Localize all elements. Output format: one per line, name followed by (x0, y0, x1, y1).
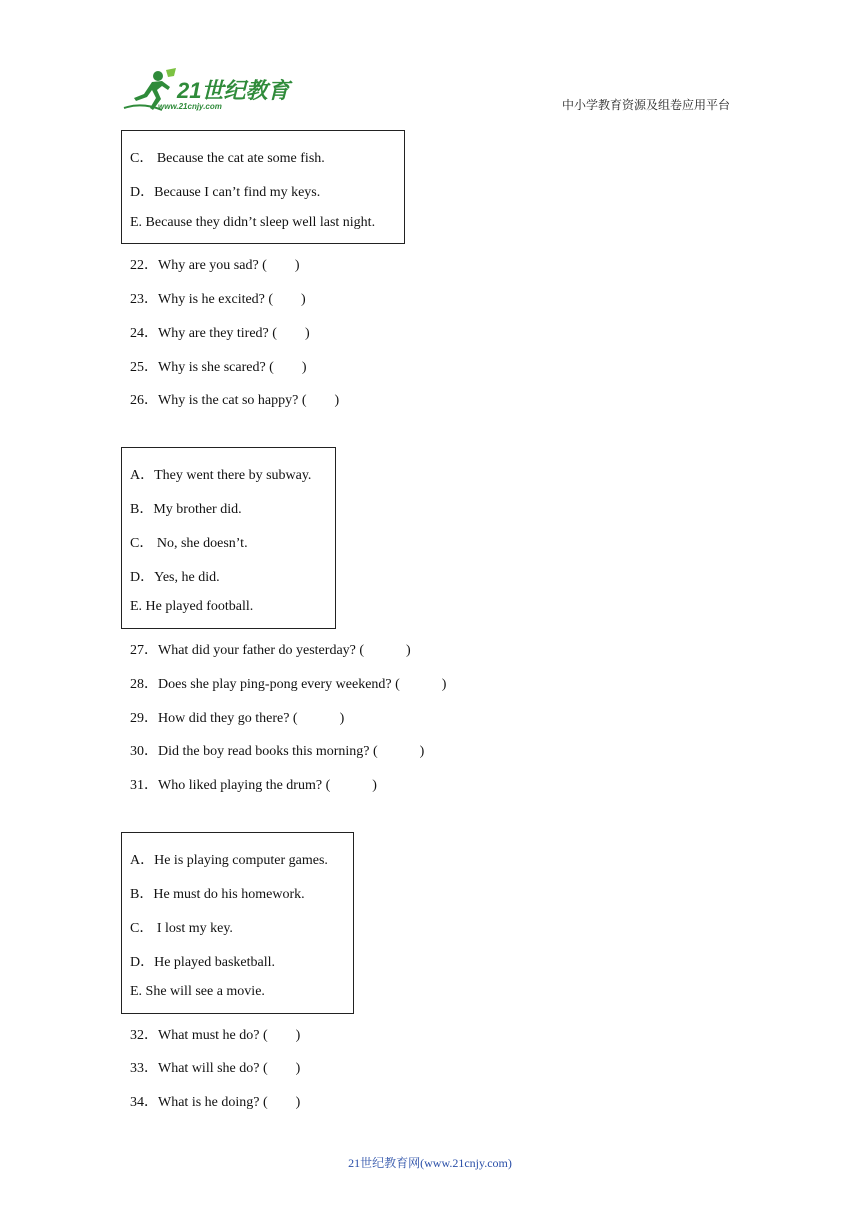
question-28: 28．Does she play ping-pong every weekend? ( ) (130, 677, 447, 692)
option-a: A．They went there by subway. (130, 468, 312, 483)
question-29: 29．How did they go there? ( ) (130, 711, 345, 726)
question-32: 32．What must he do? ( ) (130, 1028, 301, 1043)
question-22: 22．Why are you sad? ( ) (130, 258, 300, 273)
page-footer[interactable]: 21世纪教育网(www.21cnjy.com) (348, 1156, 512, 1170)
option-c: C． No, she doesn’t. (130, 536, 248, 551)
logo-text: 21世纪教育 (177, 78, 290, 103)
options-box-1 (121, 130, 405, 244)
option-b: B．My brother did. (130, 502, 242, 517)
option-e: E. Because they didn’t sleep well last night. (130, 215, 376, 230)
option-d: D．Yes, he did. (130, 570, 220, 585)
option-b: B．He must do his homework. (130, 887, 305, 902)
option-e: E. She will see a movie. (130, 984, 265, 999)
header-tagline: 中小学教育资源及组卷应用平台 (561, 98, 730, 112)
question-26: 26．Why is the cat so happy? ( ) (130, 393, 340, 408)
question-25: 25．Why is she scared? ( ) (130, 360, 307, 375)
question-33: 33．What will she do? ( ) (130, 1061, 301, 1076)
site-logo[interactable] (122, 68, 292, 118)
question-31: 31．Who liked playing the drum? ( ) (130, 778, 377, 793)
option-d: D．He played basketball. (130, 955, 276, 970)
options-box-3 (121, 832, 354, 1014)
page-header (0, 0, 860, 130)
options-box-2 (121, 447, 336, 629)
option-a: A．He is playing computer games. (130, 853, 328, 868)
option-e: E. He played football. (130, 599, 254, 614)
logo-url: www.21cnjy.com (158, 102, 222, 111)
question-34: 34．What is he doing? ( ) (130, 1095, 301, 1110)
option-c: C． I lost my key. (130, 921, 233, 936)
question-23: 23．Why is he excited? ( ) (130, 292, 306, 307)
question-24: 24．Why are they tired? ( ) (130, 326, 310, 341)
option-d: D．Because I can’t find my keys. (130, 185, 321, 200)
question-27: 27．What did your father do yesterday? ( ) (130, 643, 411, 658)
option-c: C． Because the cat ate some fish. (130, 151, 325, 166)
question-30: 30．Did the boy read books this morning? ( ) (130, 744, 425, 759)
